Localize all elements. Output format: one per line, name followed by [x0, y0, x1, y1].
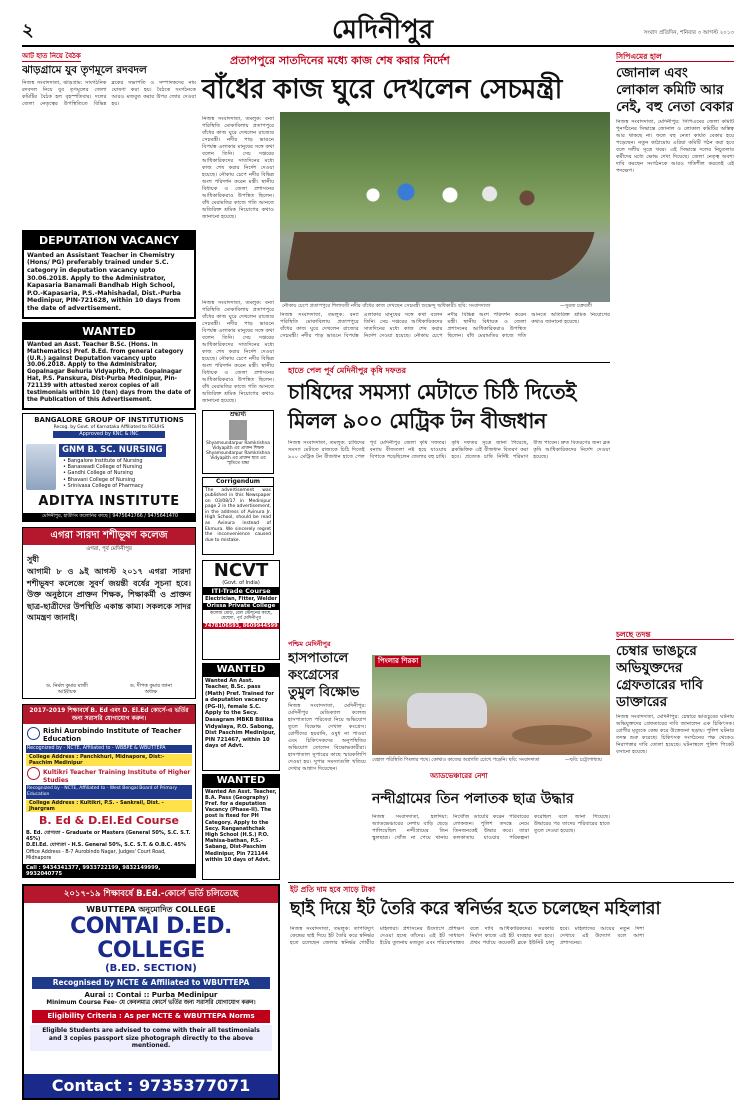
mid-story-headline: চাষিদের সমস্যা মেটাতে চিঠি দিতেই মিলল ৯০০ মেট্রিক টন বীজধান [288, 380, 576, 433]
river-water [280, 280, 610, 302]
right-body: নিজস্ব সংবাদদাতা, মেদিনীপুর: সিপিএমের জেলা কমিটি পুনর্গঠনের সিদ্ধান্তে জোনাল ও লোকাল কমিটির অস্তিত্ব আর থাকছে না। ফলে বহু নেতা কার্যত বেকার হয়ে পড়েছেন। নতুন কাঠামোয় এরিয়া কমিটি গঠন করা হবে বলে দলীয় সূত্রে খবর। এই সিদ্ধান্তে দলের নিচুতলার কর্মীদের মধ্যে ক্ষোভ দেখা দিয়েছে। জেলা নেতৃত্ব অবশ্য দাবি করছেন সংগঠনকে আরও গতিশীল করতেই এই পদক্ষেপ। [616, 119, 734, 175]
bangalore-list [63, 458, 193, 489]
deputation-body: Wanted an Assistant Teacher in Chemistry (Hons/ PG) preferably trained under S.C. category in deputation vacancy upto 30.06.2018. Apply to the Administrator, Kapasaria Banamali Bandhab High School, P.O.-Kapasaria, P.S.-Mahishadal, Dist.-Purba Medinipur, PIN-721628, within 10 days from the date of advertisement. [27, 251, 181, 312]
masthead-rule [22, 45, 734, 47]
rishi-logo-icon [27, 727, 40, 740]
page-number: ২ [22, 20, 34, 41]
wanted-1-title: WANTED [24, 324, 194, 340]
ncvt-title: NCVT [213, 560, 269, 581]
deputation-ad [22, 230, 196, 319]
sarada-salutation: সুধী [27, 555, 40, 565]
ncvt-phone: 7478106593, 8609944599 [204, 622, 278, 629]
sarada-sig-right: ড. দীপক কুমার জানা অধ্যক্ষ [130, 682, 172, 695]
boat-shape [286, 232, 595, 282]
masthead-info: সংবাদ প্রতিদিন, শনিবার ৩ আগস্ট ২০১৩ [643, 30, 734, 36]
top-story-credit: —সুরজ চক্রবর্তী [560, 303, 592, 309]
road-photo-credit: —ছবি: চট্টোপাধ্যায় [565, 758, 602, 763]
wanted-3-title: WANTED [203, 775, 279, 788]
condolence-box [202, 410, 274, 474]
rishi-line-2: D.El.Ed. যোগ্যতা - H.S. General 50%, S.C. S.T. & O.B.C. 45% [26, 842, 186, 849]
bangalore-list-item: • Gandhi College of Nursing [63, 470, 133, 477]
hospital-kicker: পশ্চিম মেদিনীপুর [288, 640, 331, 648]
masthead-title: মেদিনীপুর [332, 15, 433, 45]
top-story-col-far-left: নিজস্ব সংবাদদাতা, তমলুক: বন্যা পরিস্থিতি মোকাবিলায় প্রতাপপুরে বাঁধের কাজ ঘুরে দেখলেন রাজ্যের সেচমন্ত্রী। নদীর পাড় ভাঙনে বিপর্যস্ত এলাকার মানুষের সঙ্গে কথা বলেন তিনি। সেচ দপ্তরের আধিকারিকদের সাতদিনের মধ্যে কাজ শেষ করার নির্দেশ দেওয়া হয়েছে। নৌকায় চেপে নদীর বিভিন্ন অংশ পরিদর্শন করেন মন্ত্রী। স্থানীয় বিধায়ক ও জেলা প্রশাসনের আধিকারিকরাও উপস্থিত ছিলেন। বাঁধ মেরামতির কাজে গতি আনতে অতিরিক্ত শ্রমিক নিয়োগের কথাও জানানো হয়েছে। [202, 300, 274, 404]
kultikri-name: Kultikri Teacher Training Institute of Higher Studies [43, 769, 191, 784]
bangalore-list-item: • Bhavani College of Nursing [63, 476, 136, 483]
contai-ad [22, 884, 280, 1100]
contai-recognized: Recognised by NCTE & Affiliated to WBUTTEPA [32, 977, 270, 988]
wanted-ad-2 [202, 663, 280, 771]
nurse-photo [26, 444, 56, 490]
bottom-story-rule [288, 882, 734, 883]
right-kicker: সিপিএমের হাল [616, 52, 734, 62]
wanted-3-body: Wanted An Asst. Teacher, B.A. Pass (Geography) Pref. for a deputation Vacancy (Phase-II). The post is fixed for PH Category. Apply to the Secy. Ranganathchak High School (H.S.) P.O. Mahisa-bathan, P.S.-Sabang, Dist-Paschim Medinipur, Pin 721144 within 10 days of Advt. [205, 788, 277, 863]
sarada-body: আগামী ৮ ও ৯ই আগস্ট ২০১৭ এগরা সারদা শশীভূষণ কলেজে সুবর্ণ জয়ন্তী বর্ষের সূচনা হবে। উক্ত অনুষ্ঠানে প্রাক্তন শিক্ষক, শিক্ষাকর্মী ও প্রাক্তন ছাত্র-ছাত্রীদের উপস্থিতি একান্ত কাম্য। সকলকে সাদর আমন্ত্রণ জানাই। [27, 567, 191, 623]
sarada-ad [22, 527, 196, 699]
bangalore-approved: Approved by KNC & INC [53, 431, 165, 437]
ncvt-ad [202, 560, 280, 660]
wanted-ad-3 [202, 774, 280, 880]
puddle-shape [512, 725, 592, 745]
left-kicker: আট হাত নিয়ে বৈঠক [22, 52, 81, 60]
corrigendum-title: Corrigendum [203, 478, 273, 487]
car-shape [407, 693, 487, 728]
top-story-caption: নৌকায় চেপে প্রতাপপুরে শিলাবতী নদীর বাঁধের কাজ দেখছেন সেচমন্ত্রী শুভেন্দু অধিকারী। ছবি: সংবাদদাতা [282, 303, 491, 309]
kultikri-addr: College Address : Kultikri, P.S. - Sankrail, Dist. - Jhargram [26, 800, 192, 813]
bangalore-list-item: • Banaswadi College of Nursing [63, 464, 143, 471]
left-headline: ঝাড়গ্রামে যুব তৃণমূলে রদবদল [22, 63, 147, 76]
masthead [22, 14, 734, 44]
top-story-strap: প্রতাপপুরে সাতদিনের মধ্যে কাজ শেষ করার নির্দেশ [230, 54, 450, 67]
bangalore-list-item: • Bangalore Institute of Nursing [63, 458, 143, 464]
rishi-office: Office Address - B-7 Aurobindo Nagar, Judges' Court Road, Midnapore [26, 849, 166, 861]
kultikri-rec: Recognized by - NCTE, Affiliated to - West Bengal Board of Primary Education [26, 785, 192, 798]
contai-note: Eligible Students are advised to come with their all testimonials and 3 copies passport size photograph directly to the above mentioned. [30, 1025, 272, 1051]
rishi-banner: 2017-2019 শিক্ষাবর্ষে B. Ed এবং D. El.Ed কোর্সে-এ ভর্তির জন্য সরাসরি যোগাযোগ করুন। [23, 705, 195, 724]
bottom-story-body: নিজস্ব সংবাদদাতা, তমলুক: তাপবিদ্যুৎ কেন্দ্রের ছাই দিয়ে ইট তৈরি করে স্বনির্ভর হতে চলেছেন জেলার স্বনির্ভর গোষ্ঠীর মহিলারা। প্রশাসনের উদ্যোগে প্রশিক্ষণ দেওয়া হচ্ছে তাঁদের। এই ইট সাধারণ ইটের তুলনায় মজবুত এবং পরিবেশবান্ধব বলে দাবি আধিকারিকদের। সরকারি নির্মাণ কাজে এই ইট ব্যবহার করা হবে। প্রথম পর্যায়ে কয়েকটি ব্লকে ইউনিট চালু হবে। মহিলাদের আয়ের নতুন দিশা দেখাবে এই উদ্যোগ বলে আশা প্রশাসনের। [290, 926, 644, 946]
aditya-brand: ADITYA INSTITUTE [38, 494, 180, 509]
wanted-ad-1 [22, 322, 196, 410]
rishi-addr-1: College Address : Panchkhuri, Midnapore, Dist:- Paschim Medinipur [26, 754, 192, 767]
contai-fee: Minimum Course Fee- যে কেবলমাত্র কোর্সে ভর্তির জন্য সরাসরি যোগাযোগ করুন। [46, 1000, 256, 1007]
rescue-body: নিজস্ব সংবাদদাতা, হলদিয়া: অ্যাডভেঞ্চারের নেশায় বাড়ি ছেড়ে পালিয়েছিল নন্দীগ্রামের তিন স্কুলছাত্র। খোঁজ না পেয়ে থানায় নিখোঁজ ডায়েরি করেন পরিবারের লোকজন। পুলিশ তদন্তে নেমে তিনজনকেই উদ্ধার করে। তারা কলকাতায় যাওয়ার পরিকল্পনা করেছিল বলে জানা গিয়েছে। উদ্ধারের পর তাদের পরিবারের হাতে তুলে দেওয়া হয়েছে। [372, 814, 610, 841]
aditya-contact: মেদিনীপুর, হাউসিং কলোনির কাছে | 9475641766 / 9475641470 [23, 513, 196, 521]
contai-banner: ২০১৭-১৯ শিক্ষাবর্ষে B.Ed.-কোর্সে ভর্তি চলিতেছে [24, 886, 278, 903]
condolence-title: শ্রদ্ধার্ঘ্য [230, 411, 246, 418]
road-photo-caption: বেহাল পরিস্থিতি পিংলার পথে। কোথাও কাজের অগ্রগতি চোখে পড়েনি। ছবি: সংবাদদাতা [372, 758, 540, 763]
rishi-line-1: B. Ed. যোগ্যতা - Graduate or Masters (General 50%, S.C. S.T. 45%) [26, 829, 191, 843]
sarada-sub: এগরা, পূর্ব মেদিনীপুর [86, 545, 132, 552]
right-headline: জোনাল এবং লোকাল কমিটি আর নেই, বহু নেতা বেকার [616, 65, 734, 116]
bangalore-ad [22, 413, 196, 522]
rishi-ad [22, 704, 196, 878]
bottom-story-headline: ছাই দিয়ে ইট তৈরি করে স্বনির্ভর হতে চলেছেন মহিলারা [290, 899, 661, 919]
rishi-rec-1: Recognized by - NCTE, Affiliated to - WBBPE & WBUTTEPA [26, 745, 192, 753]
right-headline-2: চেম্বার ভাঙচুরে অভিযুক্তদের গ্রেফতারের দাবি ডাক্তারের [616, 643, 703, 711]
bangalore-title: BANGALORE GROUP OF INSTITUTIONS [34, 416, 184, 424]
ncvt-band-2: Electrician, Fitter, Welder [205, 596, 277, 603]
road-photo [372, 655, 610, 755]
hospital-headline: হাসপাতালে কংগ্রেসের তুমুল বিক্ষোভ [288, 651, 360, 701]
left-news-column [22, 52, 196, 227]
left-body: নিজস্ব সংবাদদাতা, ঝাড়গ্রাম: সাংগঠনিক রদবদল নিয়ে যুব তৃণমূলের জেলা কমিটির বৈঠক হল বৃহস্পতিবার। দলের জেলা নেতৃত্বের উপস্থিতিতে বিভিন্ন ব্লকের সভাপতি ও সম্পাদকদের নাম ঘোষণা করা হয়। বৈঠকে সংগঠনকে আরও মজবুত করার উপর জোর দেওয়া হয়। [22, 79, 196, 107]
top-story-text-left: নিজস্ব সংবাদদাতা, তমলুক: বন্যা পরিস্থিতি মোকাবিলায় প্রতাপপুরে বাঁধের কাজ ঘুরে দেখলেন রাজ্যের সেচমন্ত্রী। নদীর পাড় ভাঙনে বিপর্যস্ত এলাকার মানুষের সঙ্গে কথা বলেন তিনি। সেচ দপ্তরের আধিকারিকদের সাতদিনের মধ্যে কাজ শেষ করার নির্দেশ দেওয়া হয়েছে। নৌকায় চেপে নদীর বিভিন্ন অংশ পরিদর্শন করেন মন্ত্রী। স্থানীয় বিধায়ক ও জেলা প্রশাসনের আধিকারিকরাও উপস্থিত ছিলেন। বাঁধ মেরামতির কাজে গতি আনতে অতিরিক্ত শ্রমিক নিয়োগের কথাও জানানো হয়েছে। [202, 116, 274, 220]
condolence-photo [229, 420, 247, 440]
contai-contact: Contact : 9735377071 [24, 1074, 278, 1098]
ncvt-band-1: ITI-Trade Course [203, 587, 279, 595]
rescue-headline: নন্দীগ্রামের তিন পলাতক ছাত্র উদ্ধার [372, 791, 574, 807]
sarada-title: এগরা সারদা শশীভূষণ কলেজ [23, 528, 195, 545]
sarada-sig-left: ড. নির্মল কুমার মাজী আহ্বায়ক [46, 682, 88, 695]
rishi-phones: Call : 9434341377, 9933722199, 9832149999, 9932040775 [23, 864, 195, 878]
corrigendum-body: The advertisement was published in this Newspaper on 03/08/17 in Medinipur page 2 in the advertisement, in the address of Avinura Jr. High School, should be read as Avinura instead of Ekmura. We sincerely regret the inconvenience caused due to mistake. [205, 487, 271, 543]
ncvt-sub: (Govt. of India) [222, 580, 260, 586]
bangalore-sub: Recog. by Govt. of Karnataka Affiliated to RGUHS [53, 424, 165, 430]
bangalore-list-item: • Srinivasa College of Pharmacy [63, 482, 144, 489]
mid-story-kicker: হাতে পেল পূর্ব মেদিনীপুর কৃষি দফতর [288, 366, 407, 375]
mid-story-rule [280, 362, 610, 363]
hospital-story [288, 640, 366, 880]
contai-affil: WBUTTEPA অনুমোদিত COLLEGE [86, 904, 216, 914]
kultikri-logo-icon [27, 767, 40, 780]
bangalore-course: GNM B. SC. NURSING [59, 444, 166, 457]
hospital-body: নিজস্ব সংবাদদাতা, মেদিনীপুর: মেদিনীপুর মেডিক্যাল কলেজ হাসপাতালে পরিষেবা নিয়ে অভিযোগ তুলে বিক্ষোভ দেখাল কংগ্রেস। রোগীদের হয়রানি, ওষুধ না পাওয়া এবং চিকিৎসকদের অনুপস্থিতির অভিযোগ তোলেন বিক্ষোভকারীরা। হাসপাতাল সুপারের কাছে স্মারকলিপি দেওয়া হয়। সুপার সমস্যাগুলি খতিয়ে দেখার আশ্বাস দিয়েছেন। [288, 703, 366, 773]
contai-address: Aurai :: Contai :: Purba Medinipur [84, 990, 218, 999]
contai-section: (B.ED. SECTION) [105, 962, 197, 974]
ncvt-band-3: Orissa Private College [203, 603, 279, 610]
top-story-continuation: নিজস্ব সংবাদদাতা, তমলুক: বন্যা পরিস্থিতি মোকাবিলায় প্রতাপপুরে বাঁধের কাজ ঘুরে দেখলেন রাজ্যের সেচমন্ত্রী। নদীর পাড় ভাঙনে বিপর্যস্ত এলাকার মানুষের সঙ্গে কথা বলেন তিনি। সেচ দপ্তরের আধিকারিকদের সাতদিনের মধ্যে কাজ শেষ করার নির্দেশ দেওয়া হয়েছে। নৌকায় চেপে নদীর বিভিন্ন অংশ পরিদর্শন করেন মন্ত্রী। স্থানীয় বিধায়ক ও জেলা প্রশাসনের আধিকারিকরাও উপস্থিত ছিলেন। বাঁধ মেরামতির কাজে গতি আনতে অতিরিক্ত শ্রমিক নিয়োগের কথাও জানানো হয়েছে। [280, 312, 610, 339]
mid-story-body: নিজস্ব সংবাদদাতা, তমলুক: চাষিদের সমস্যা মেটাতে রাজ্যকে চিঠি দিতেই ৯০০ মেট্রিক টন বীজধান হাতে পেল পূর্ব মেদিনীপুর জেলা কৃষি দফতর। বন্যায় বীজতলা নষ্ট হয়ে যাওয়ায় বিপাকে পড়েছিলেন জেলার বহু চাষি। কৃষি দফতর সূত্রে জানা গিয়েছে, ব্লকভিত্তিক এই বীজধান বিতরণ করা হবে। প্রত্যেক চাষি নির্দিষ্ট পরিমাণ বীজ পাবেন। দ্রুত বিতরণের জন্য ব্লক কৃষি আধিকারিকদের নির্দেশ দেওয়া হয়েছে। [288, 440, 610, 460]
rishi-name-1: Rishi Aurobindo Institute of Teacher Education [43, 727, 182, 744]
right-news-column [616, 52, 734, 602]
people-group [340, 177, 560, 237]
contai-name: CONTAI D.ED. COLLEGE [70, 913, 232, 963]
rescue-kicker: অ্যাডভেঞ্চারের নেশা [430, 772, 488, 780]
top-story-headline: বাঁধের কাজ ঘুরে দেখলেন সেচমন্ত্রী [202, 74, 562, 105]
condolence-body: Shyamsundarpur Ramkrishna Vidyapith এর প্রাক্তন শিক্ষক Shyamsundarpur Ramkrishna Vidyapith এর প্রাক্তন ছাত্র এর স্মৃতিতে শ্রদ্ধা [206, 440, 270, 466]
rishi-course: B. Ed & D.El.Ed Course [39, 814, 179, 828]
bottom-story-kicker: ইট প্রতি দাম হবে সাড়ে টাকা [290, 885, 376, 894]
deputation-title: DEPUTATION VACANCY [24, 232, 194, 250]
road-photo-tag: পিংলার শিরকা [375, 656, 421, 667]
right-kicker-2: চলছে তদন্ত [616, 630, 734, 640]
contai-eligibility: Eligibility Criteria : As per NCTE & WBUTTEPA Norms [32, 1010, 270, 1023]
top-story-photo [280, 112, 610, 302]
wanted-2-title: WANTED [203, 664, 279, 677]
corrigendum-box [202, 477, 274, 555]
wanted-1-body: Wanted an Asst. Teacher B.Sc. (Hons. in Mathematics) Pref. B.Ed. from general category (U.R.) against Deputation vacancy upto 30.06.2018. Apply to the Administrator, Gopalnagar Behuria Vidyapith, P.O. Gopalnagar Hat, P.S. Panskura, Dist-Purba Medinipur, Pin-721139 with attested xerox copies of all testimonials within 10 (ten) days from the date of the Publication of this Advertisement. [27, 341, 191, 403]
wanted-2-body: Wanted An Asst. Teacher, B.Sc. pass (Math) Pref. Trained for a deputation vacancy (PG-II), female S.C. Apply to the Secy. Dasagram MBKB Billika Vidyalaya, P.O. Sabong, Dist Paschim Medinipur, PIN 721467, within 10 days of Advt. [205, 677, 276, 750]
ncvt-address: কলেজ মোড়, রেল স্টেশনের কাছে, মেছেদা, পূর্ব মেদিনীপুর [210, 610, 272, 622]
right-body-2: নিজস্ব সংবাদদাতা, মেদিনীপুর: চেম্বারে ভাঙচুরের ঘটনায় অভিযুক্তদের গ্রেফতারের দাবি জানালেন এক চিকিৎসক। রোগীর মৃত্যুকে কেন্দ্র করে উত্তেজনা ছড়ায়। পুলিশ ঘটনার তদন্ত শুরু করেছে। চিকিৎসক সংগঠনের পক্ষ থেকেও নিরাপত্তার দাবি তোলা হয়েছে। ঘটনাস্থলে পুলিশ পিকেট বসানো হয়েছে। [616, 714, 734, 756]
